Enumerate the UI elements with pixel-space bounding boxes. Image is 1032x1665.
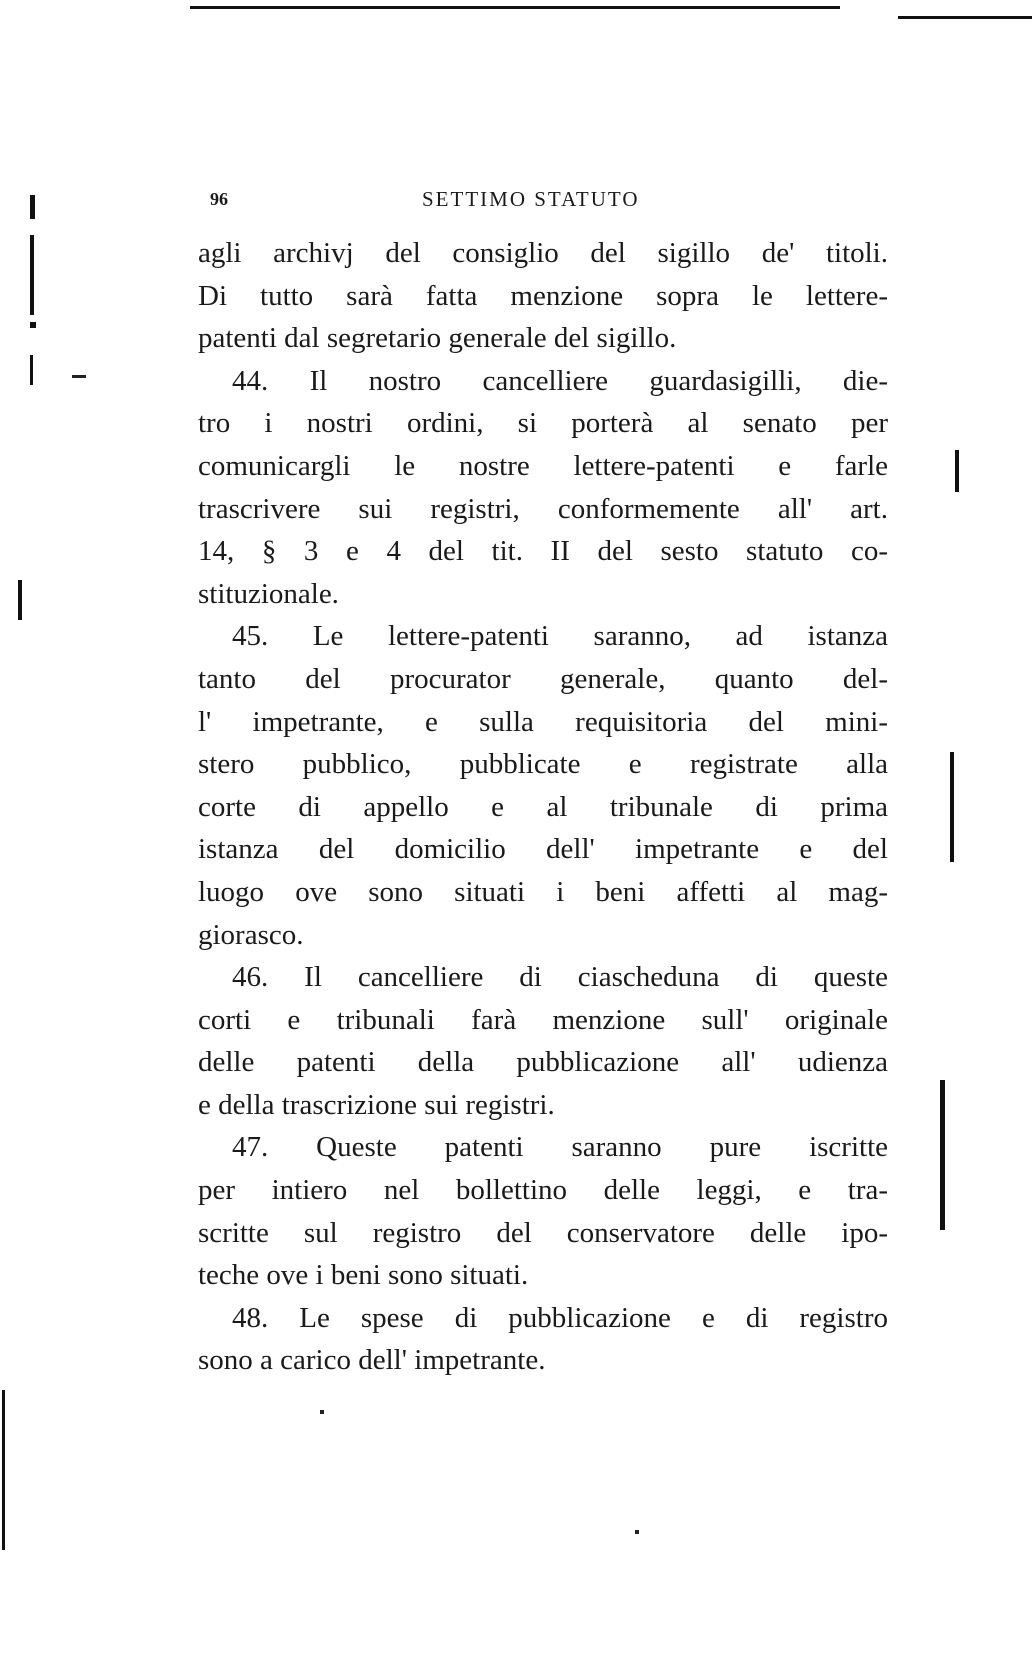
- text-line: Di tutto sarà fatta menzione sopra le lettere-: [198, 279, 888, 312]
- article-46-start: 46. Il cancelliere di ciascheduna di queste: [232, 961, 888, 994]
- scan-mark-bottom-left: [2, 1390, 5, 1550]
- text-line: 14, § 3 e 4 del tit. II del sesto statuto co-: [198, 535, 888, 568]
- speck-1: [72, 375, 86, 378]
- body-text: [198, 232, 888, 1382]
- running-title: SETTIMO STATUTO: [422, 187, 640, 211]
- text-line: stero pubblico, pubblicate e registrate alla: [198, 748, 888, 781]
- scan-mark-left-4: [30, 355, 33, 385]
- text-line: comunicargli le nostre lettere-patenti e farle: [198, 449, 888, 482]
- page-number: 96: [210, 189, 228, 209]
- text-line: tro i nostri ordini, si porterà al senato per: [198, 407, 888, 440]
- text-line: patenti dal segretario generale del sigillo.: [198, 322, 677, 355]
- scan-mark-right-3: [940, 1080, 945, 1230]
- text-line: sono a carico dell' impetrante.: [198, 1344, 546, 1377]
- text-line: luogo ove sono situati i beni affetti al mag-: [198, 875, 888, 908]
- article-47-start: 47. Queste patenti saranno pure iscritte: [232, 1131, 888, 1164]
- text-line: stituzionale.: [198, 577, 339, 610]
- scan-border-top-right: [898, 16, 1032, 19]
- text-line: giorasco.: [198, 918, 304, 951]
- article-48-start: 48. Le spese di pubblicazione e di registro: [232, 1301, 888, 1334]
- speck-2: [320, 1410, 324, 1414]
- scan-mark-left-2: [30, 235, 34, 315]
- page-header: [200, 183, 890, 219]
- text-line: trascrivere sui registri, conformemente all' art.: [198, 492, 888, 525]
- scan-mark-right-1: [955, 450, 959, 492]
- speck-3: [635, 1530, 639, 1534]
- article-44-start: 44. Il nostro cancelliere guardasigilli, die-: [232, 364, 888, 397]
- text-line: per intiero nel bollettino delle leggi, e tra-: [198, 1174, 888, 1207]
- scan-mark-left-3: [30, 322, 36, 328]
- scan-border-top: [190, 6, 840, 9]
- text-line: l' impetrante, e sulla requisitoria del mini-: [198, 705, 888, 738]
- text-line: scritte sul registro del conservatore delle ipo-: [198, 1216, 888, 1249]
- text-line: corti e tribunali farà menzione sull' originale: [198, 1003, 888, 1036]
- article-45-start: 45. Le lettere-patenti saranno, ad istanza: [232, 620, 888, 653]
- text-line: agli archivj del consiglio del sigillo de' titoli.: [198, 237, 888, 269]
- text-line: corte di appello e al tribunale di prima: [198, 790, 888, 823]
- text-line: e della trascrizione sui registri.: [198, 1088, 555, 1121]
- text-line: delle patenti della pubblicazione all' udienza: [198, 1046, 888, 1079]
- text-line: teche ove i beni sono situati.: [198, 1259, 529, 1292]
- scan-mark-left-5: [18, 580, 22, 620]
- scan-mark-right-2: [950, 752, 954, 862]
- scan-mark-left-1: [30, 195, 35, 219]
- text-line: istanza del domicilio dell' impetrante e del: [198, 833, 888, 866]
- text-line: tanto del procurator generale, quanto del-: [198, 662, 888, 695]
